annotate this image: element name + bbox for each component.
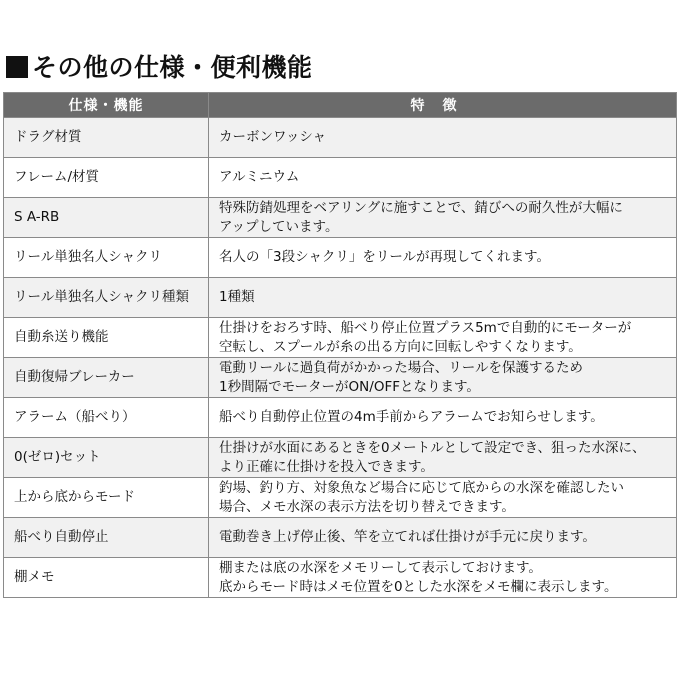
table-row [4,158,677,198]
desc-line: 底からモード時はメモ位置を0とした水深をメモ欄に表示します。 [219,578,618,595]
desc-line: カーボンワッシャ [219,129,327,145]
table-row [4,518,677,558]
desc-line: より正確に仕掛けを投入できます。 [219,458,434,475]
desc-line: 1種類 [219,289,255,305]
desc-line: アルミニウム [219,169,300,185]
spec-name-cell: リール単独名人シャクリ [4,238,209,278]
desc-line: 名人の「3段シャクリ」をリールが再現してくれます。 [219,249,550,265]
table-header-row [4,93,677,118]
spec-desc-cell [209,558,677,598]
desc-line: 棚または底の水深をメモリーして表示しておけます。 [219,559,542,576]
spec-desc-cell [209,158,677,198]
desc-line: 仕掛けをおろす時、船べり停止位置プラス5mで自動的にモーターが [219,319,632,336]
spec-table [3,92,677,598]
spec-name-cell: 自動復帰ブレーカー [4,358,209,398]
table-row [4,238,677,278]
spec-desc-cell [209,118,677,158]
desc-line: 電動リールに過負荷がかかった場合、リールを保護するため [219,359,583,376]
desc-line: 船べり自動停止位置の4m手前からアラームでお知らせします。 [219,409,604,425]
desc-line: 1秒間隔でモーターがON/OFFとなります。 [219,378,480,395]
spec-desc-cell [209,478,677,518]
spec-desc-cell [209,318,677,358]
desc-line: 仕掛けが水面にあるときを0メートルとして設定でき、狙った水深に、 [219,439,646,456]
table-row [4,438,677,478]
table-row [4,318,677,358]
spec-name-cell: ドラグ材質 [4,118,209,158]
desc-line: 場合、メモ水深の表示方法を切り替えできます。 [219,498,515,515]
spec-desc-cell [209,518,677,558]
spec-name-cell: 船べり自動停止 [4,518,209,558]
table-row [4,198,677,238]
header-feature: 特徴 [209,93,677,118]
spec-desc-cell [209,358,677,398]
spec-name-cell: 0(ゼロ)セット [4,438,209,478]
table-row [4,398,677,438]
desc-line: アップしています。 [219,218,339,235]
spec-desc-cell [209,438,677,478]
spec-desc-cell [209,278,677,318]
spec-desc-cell [209,238,677,278]
desc-line: 電動巻き上げ停止後、竿を立てれば仕掛けが手元に戻ります。 [219,529,596,545]
spec-name-cell: 自動糸送り機能 [4,318,209,358]
section-heading [6,48,313,84]
table-row [4,558,677,598]
table-row [4,118,677,158]
spec-name-cell: 棚メモ [4,558,209,598]
black-square-icon [6,56,28,78]
spec-name-cell: フレーム/材質 [4,158,209,198]
desc-line: 特殊防錆処理をベアリングに施すことで、錆びへの耐久性が大幅に [219,199,623,216]
table-row [4,478,677,518]
spec-name-cell: 上から底からモード [4,478,209,518]
section-title: その他の仕様・便利機能 [32,53,313,82]
spec-name-cell: S A-RB [4,198,209,238]
spec-name-cell: アラーム（船べり） [4,398,209,438]
spec-name-cell: リール単独名人シャクリ種類 [4,278,209,318]
desc-line: 空転し、スプールが糸の出る方向に回転しやすくなります。 [219,338,582,355]
desc-line: 釣場、釣り方、対象魚など場合に応じて底からの水深を確認したい [219,479,624,496]
table-row [4,358,677,398]
spec-desc-cell [209,398,677,438]
spec-desc-cell [209,198,677,238]
header-spec: 仕様・機能 [4,93,209,118]
table-row [4,278,677,318]
